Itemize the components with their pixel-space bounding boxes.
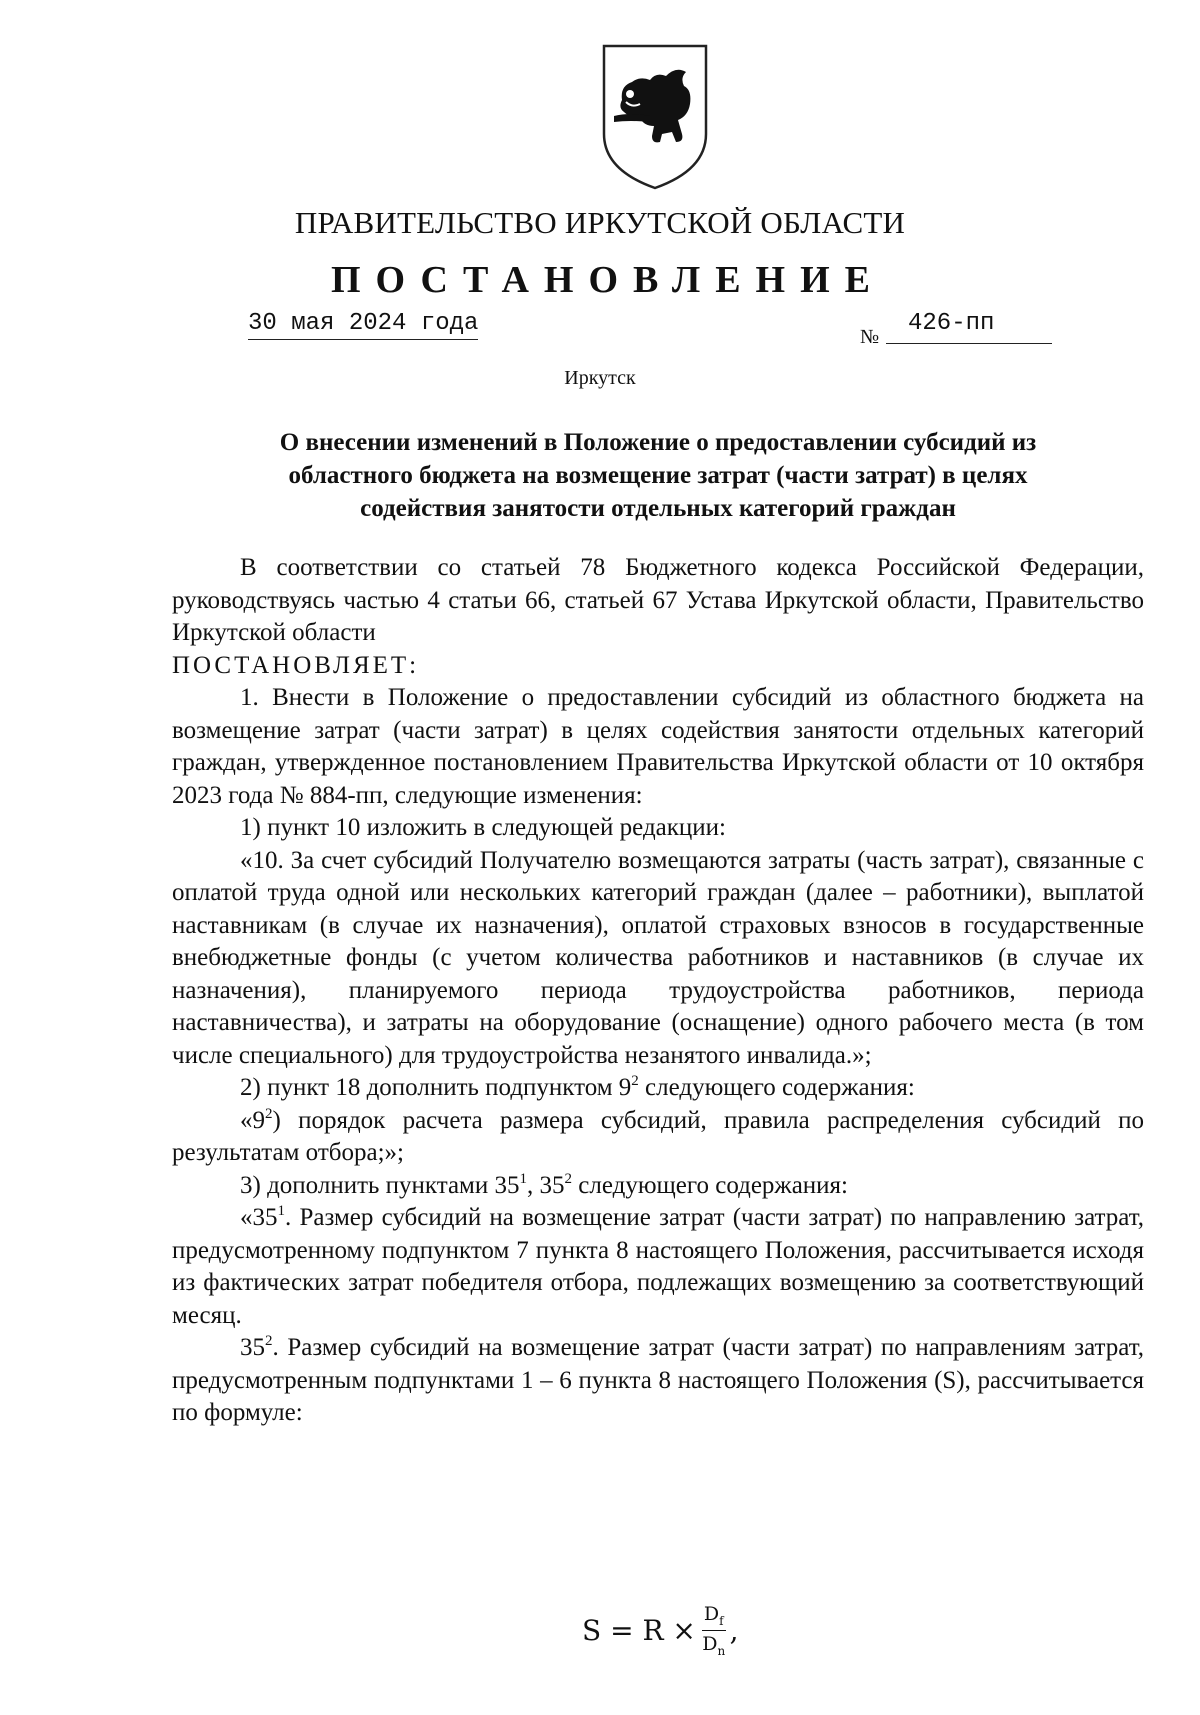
fraction-numerator: $D_f$ — [702, 1603, 726, 1631]
title-line: О внесении изменений в Положение о предоставлении субсидий из — [279, 429, 1037, 456]
paragraph-item-1: 1. Внести в Положение о предоставлении субсидий из областного бюджета на возмещение затрат (части затрат) в целях содействия занятости отдельных категорий граждан, утвержденное постановлением Правительства Иркутской области от 10 октября 2023 года № 884-пп, следующие изменения: — [172, 684, 1144, 809]
document-body — [172, 552, 1144, 1430]
document-number: 426-пп — [886, 310, 1052, 344]
preamble-paragraph: В соответствии со статьей 78 Бюджетного кодекса Российской Федерации, руководствуясь частью 4 статьи 66, статьей 67 Устава Иркутской области, Правительство Иркутской области — [172, 554, 1144, 646]
coat-of-arms-icon — [600, 42, 710, 192]
number-sign: № — [860, 326, 880, 348]
subsidy-formula — [582, 1600, 738, 1660]
document-city: Иркутск — [564, 367, 636, 389]
paragraph-clause-35-1: «$35^1$. Размер субсидий на возмещение затрат (части затрат) по направлению затрат, предусмотренному подпунктом 7 пункта 8 настоящего Положения, рассчитывается исходя из фактических затрат победителя отбора, подлежащих возмещению за соответствующий месяц. — [172, 1203, 1144, 1329]
paragraph-subitem-3: 3) дополнить пунктами $35^1$, $35^2$ следующего содержания: — [240, 1170, 848, 1199]
paragraph-clause-9-2: «$9^2$) порядок расчета размера субсидий, правила распределения субсидий по результатам отбора;»; — [172, 1105, 1144, 1166]
paragraph-subitem-1: 1) пункт 10 изложить в следующей редакции: — [240, 814, 726, 841]
title-line: областного бюджета на возмещение затрат (части затрат) в целях — [288, 462, 1028, 489]
document-title — [172, 426, 1144, 525]
title-line: содействия занятости отдельных категорий граждан — [360, 495, 956, 522]
formula-lhs: S = R × — [582, 1613, 696, 1647]
paragraph-clause-10: «10. За счет субсидий Получателю возмещаются затраты (часть затрат), связанные с оплатой труда одной или нескольких категорий граждан (далее – работники), выплатой наставникам (в случае их назначения), оплатой страховых взносов в государственные внебюджетные фонды (с учетом количества работников и наставников (в случае их назначения), планируемого периода трудоустройства работников, периода наставничества), и затраты на оборудование (оснащение) одного рабочего места (в том числе специального) для трудоустройства незанятого инвалида.»; — [172, 846, 1144, 1069]
document-type: ПОСТАНОВЛЕНИЕ — [330, 259, 886, 301]
paragraph-subitem-2: 2) пункт 18 дополнить подпунктом $9^2$ следующего содержания: — [240, 1073, 915, 1101]
document-date: 30 мая 2024 года — [248, 310, 478, 340]
decree-word: ПОСТАНОВЛЯЕТ: — [172, 651, 420, 679]
formula-tail: , — [729, 1613, 739, 1647]
organization-name: ПРАВИТЕЛЬСТВО ИРКУТСКОЙ ОБЛАСТИ — [294, 205, 906, 240]
formula-fraction — [702, 1603, 726, 1658]
fraction-denominator: $D_n$ — [702, 1632, 726, 1658]
paragraph-clause-35-2: $35^2$. Размер субсидий на возмещение затрат (части затрат) по направлениям затрат, предусмотренным подпунктами 1 – 6 пункта 8 настоящего Положения (S), рассчитывается по формуле: — [172, 1333, 1144, 1426]
